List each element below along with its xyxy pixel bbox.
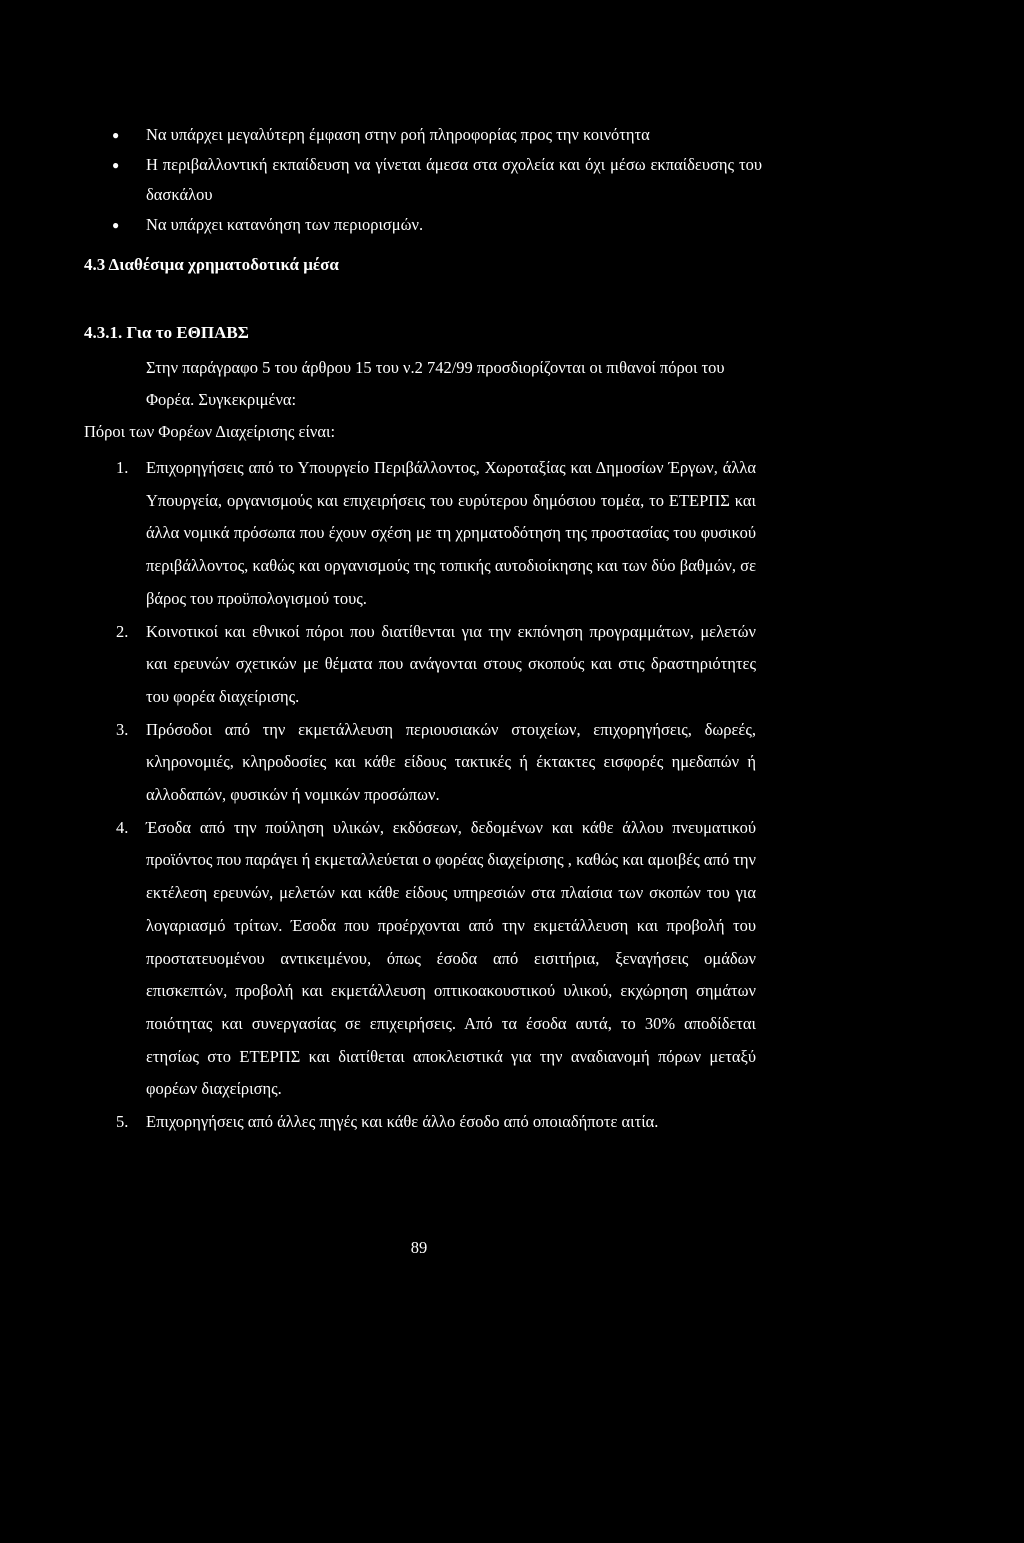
list-item xyxy=(116,452,756,616)
intro-line: Στην παράγραφο 5 του άρθρου 15 του ν.2 742/99 προσδιορίζονται οι πιθανοί πόροι του Φορέα. Συγκεκριμένα: xyxy=(146,358,725,409)
bullet-text: Να υπάρχει μεγαλύτερη έμφαση στην ροή πληροφορίας προς την κοινότητα xyxy=(146,125,650,144)
list-item xyxy=(116,1106,756,1139)
page-number: 89 xyxy=(410,1238,428,1257)
bullet-text: Η περιβαλλοντική εκπαίδευση να γίνεται άμεσα στα σχολεία και όχι μέσω εκπαίδευσης του δασκάλου xyxy=(146,155,762,204)
item-text: Πρόσοδοι από την εκμετάλλευση περιουσιακών στοιχείων, επιχορηγήσεις, δωρεές, κληρονομιές, κληροδοσίες και κάθε είδους τακτικές ή έκτακτες εισφορές ημεδαπών ή αλλοδαπών, φυσικών ή νομικών προσώπων. xyxy=(146,719,756,805)
bullet-item xyxy=(112,210,762,240)
bullet-dot-icon: ● xyxy=(112,128,120,142)
item-number: 2. xyxy=(116,621,129,641)
bullet-dot-icon: ● xyxy=(112,158,120,172)
item-number: 4. xyxy=(116,817,129,837)
item-text: Έσοδα από την πούληση υλικών, εκδόσεων, δεδομένων και κάθε άλλου πνευματικού προϊόντος που παράγει ή εκμεταλλεύεται ο φορέας διαχείρισης , καθώς και αμοιβές από την εκτέλεση ερευνών, μελετών και κάθε είδους υπηρεσιών στα πλαίσια των σκοπών του για λογαριασμό τρίτων. Έσοδα που προέρχονται από την εκμετάλλευση και προβολή του προστατευομένου αντικειμένου, όπως έσοδα από εισιτήρια, ξεναγήσεις ομάδων επισκεπτών, προβολή και εκμετάλλευση οπτικοακουστικού υλικού, εκχώρηση σημάτων ποιότητας και συνεργασίας σε επιχειρήσεις. Από τα έσοδα αυτά, το 30% αποδίδεται ετησίως στο ΕΤΕΡΠΣ και διατίθεται αποκλειστικά για την αναδιανομή πόρων μεταξύ φορέων διαχείρισης. xyxy=(146,817,756,1099)
list-item xyxy=(116,714,756,812)
bullet-dot-icon: ● xyxy=(112,218,120,232)
list-item xyxy=(116,812,756,1106)
intro-line-2: Πόροι των Φορέων Διαχείρισης είναι: xyxy=(84,422,336,441)
item-text: Επιχορηγήσεις από το Υπουργείο Περιβάλλοντος, Χωροταξίας και Δημοσίων Έργων, άλλα Υπουργεία, οργανισμούς και επιχειρήσεις του ευρύτερου δημόσιου τομέα, το ΕΤΕΡΠΣ και άλλα νομικά πρόσωπα που έχουν σχέση με τη χρηματοδότηση της προστασίας του φυσικού περιβάλλοντος, καθώς και οργανισμούς της τοπικής αυτοδιοίκησης και των δύο βαθμών, σε βάρος του προϋπολογισμού τους. xyxy=(146,458,756,608)
bullet-list xyxy=(112,120,762,240)
intro-paragraph xyxy=(84,352,754,448)
bullet-item xyxy=(112,150,762,210)
list-item xyxy=(116,616,756,714)
bullet-text: Να υπάρχει κατανόηση των περιορισμών. xyxy=(146,215,424,234)
item-number: 5. xyxy=(116,1112,129,1132)
item-number: 3. xyxy=(116,719,129,739)
bullet-item xyxy=(112,120,762,150)
item-number: 1. xyxy=(116,458,129,477)
item-text: Κοινοτικοί και εθνικοί πόροι που διατίθενται για την εκπόνηση προγραμμάτων, μελετών και ερευνών σχετικών με θέματα που ανάγονται στους σκοπούς και στις δραστηριότητες του φορέα διαχείρισης. xyxy=(146,621,756,706)
section-heading: 4.3 Διαθέσιμα χρηματοδοτικά μέσα xyxy=(84,255,339,274)
numbered-list xyxy=(116,452,756,1139)
subsection-heading: 4.3.1. Για το ΕΘΠΑΒΣ xyxy=(84,323,249,342)
item-text: Επιχορηγήσεις από άλλες πηγές και κάθε άλλο έσοδο από οποιαδήποτε αιτία. xyxy=(146,1112,659,1132)
